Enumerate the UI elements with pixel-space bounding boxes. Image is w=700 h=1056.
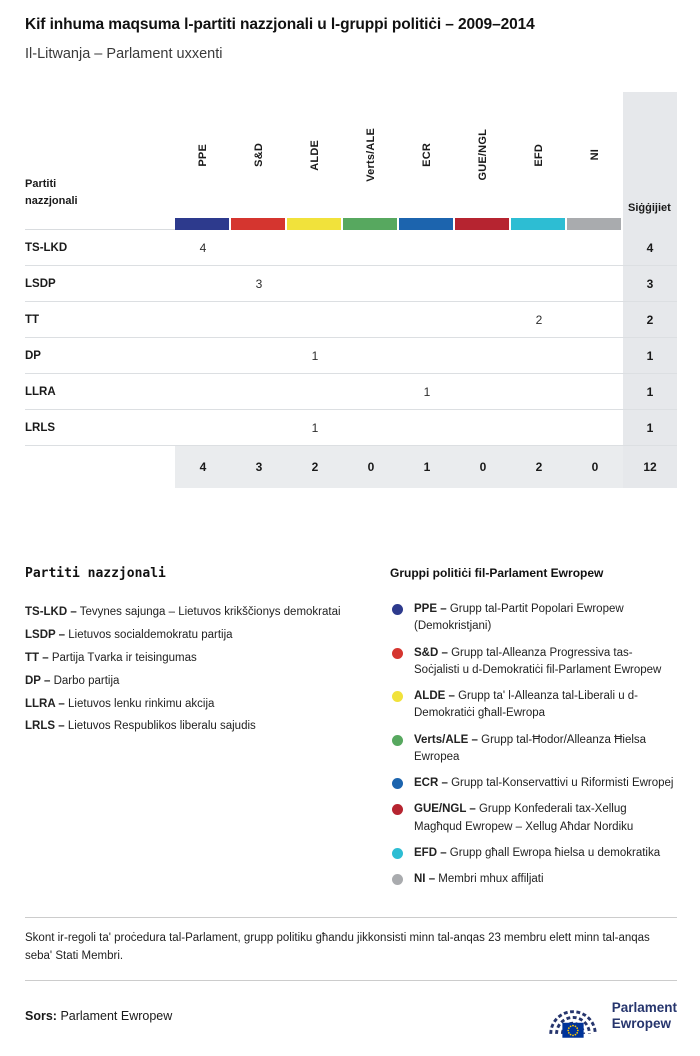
- table-cell: [231, 230, 287, 265]
- table-cell: [287, 374, 343, 409]
- legend-item-ni: NI – Membri mhux affiljati: [390, 871, 677, 888]
- legend-section: [25, 566, 677, 897]
- total-cell: 2: [287, 446, 343, 488]
- ep-logo-text: Parlament Ewropew: [611, 999, 677, 1031]
- row-header-cell: [25, 92, 175, 218]
- table-cell: [455, 410, 511, 445]
- table-cell: 4: [199, 240, 207, 255]
- ep-hemicycle-icon: [544, 993, 602, 1039]
- seats-column-fill: [623, 218, 677, 230]
- ppe-color-bar: [175, 218, 231, 230]
- legend-item-efd: EFD – Grupp għall Ewropa ħielsa u demokratika: [390, 845, 677, 862]
- total-cell: 0: [343, 446, 399, 488]
- legend-item-verts-ale: Verts/ALE – Grupp tal-Ħodor/Alleanza Ħielsa Ewropea: [390, 732, 677, 767]
- political-groups-legend: [390, 566, 677, 897]
- column-header-ppe: PPE: [197, 143, 209, 167]
- table-cell: [399, 266, 455, 301]
- legend-item-alde: ALDE – Grupp ta' l-Alleanza tal-Liberali u d-Demokratiċi għall-Ewropa: [390, 688, 677, 723]
- legend-item: TS-LKD – Tevynes sajunga – Lietuvos krikščionys demokratai: [25, 606, 341, 618]
- table-cell: 1: [311, 420, 319, 435]
- column-header-alde: ALDE: [309, 139, 321, 171]
- seats-cell: 1: [623, 374, 677, 409]
- table-cell: [231, 302, 287, 337]
- total-cell: 0: [567, 446, 623, 488]
- verts-ale-color-bar: [343, 218, 399, 230]
- table-cell: [455, 266, 511, 301]
- seats-cell: 1: [623, 338, 677, 373]
- table-cell: [455, 302, 511, 337]
- table-totals-row: [25, 446, 677, 488]
- european-parliament-logo: [544, 993, 677, 1039]
- page-subtitle: Il-Litwanja – Parlament uxxenti: [25, 46, 223, 62]
- table-cell: 1: [423, 384, 431, 399]
- group-color-bar-row-bottom: [25, 490, 677, 502]
- verts-ale-color-dot: [392, 735, 403, 746]
- table-cell: [399, 230, 455, 265]
- table-cell: [287, 266, 343, 301]
- table-cell: [175, 374, 231, 409]
- total-cell: 1: [399, 446, 455, 488]
- page-title: Kif inhuma maqsuma l-partiti nazzjonali u l-gruppi politiċi – 2009–2014: [25, 16, 535, 33]
- table-cell: [175, 338, 231, 373]
- seats-cell: 2: [623, 302, 677, 337]
- total-cell: 3: [231, 446, 287, 488]
- efd-color-bar: [511, 218, 567, 230]
- table-cell: [343, 338, 399, 373]
- table-cell: [231, 374, 287, 409]
- table-cell: [567, 230, 623, 265]
- legend-item: TT – Partija Tvarka ir teisingumas: [25, 651, 197, 664]
- ecr-color-dot: [392, 778, 403, 789]
- table-cell: [343, 230, 399, 265]
- table-cell: 3: [255, 276, 263, 291]
- table-cell: [511, 410, 567, 445]
- column-header-efd: EFD: [533, 143, 545, 167]
- total-seats-cell: 12: [623, 446, 677, 488]
- table-cell: [231, 338, 287, 373]
- party-label: TT: [25, 313, 40, 326]
- table-cell: [343, 266, 399, 301]
- seats-table: [25, 92, 677, 502]
- column-header-verts-ale: Verts/ALE: [365, 128, 377, 182]
- legend-item: LRLS – Lietuvos Respublikos liberalu sajudis: [25, 720, 256, 733]
- legend-item-ecr: ECR – Grupp tal-Konservattivi u Riformisti Ewropej: [390, 775, 677, 792]
- table-cell: [231, 410, 287, 445]
- column-header-ecr: ECR: [421, 143, 433, 167]
- table-cell: 1: [311, 348, 319, 363]
- table-cell: [511, 374, 567, 409]
- party-label: DP: [25, 349, 41, 362]
- column-header-sd: S&D: [253, 143, 265, 167]
- table-cell: [567, 338, 623, 373]
- page-footer: [25, 993, 677, 1039]
- total-cell: 4: [175, 446, 231, 488]
- party-label: LLRA: [25, 385, 56, 398]
- table-cell: [343, 410, 399, 445]
- political-groups-legend-title: Gruppi politiċi fil-Parlament Ewropew: [390, 566, 604, 580]
- ni-color-dot: [392, 874, 403, 885]
- totals-row-spacer: [25, 446, 175, 488]
- color-bar-corner: [25, 218, 175, 230]
- table-cell: [399, 410, 455, 445]
- national-parties-legend-title: Partiti nazzjonali: [25, 566, 166, 581]
- ni-color-bar: [567, 218, 623, 230]
- party-label: LRLS: [25, 421, 56, 434]
- legend-item: LSDP – Lietuvos socialdemokratu partija: [25, 628, 233, 641]
- table-header-row: [25, 92, 677, 218]
- table-row-lsdp: [25, 266, 677, 302]
- total-cell: 0: [455, 446, 511, 488]
- table-cell: [175, 410, 231, 445]
- alde-color-bar: [287, 218, 343, 230]
- table-cell: [567, 302, 623, 337]
- seats-cell: 4: [623, 230, 677, 265]
- table-cell: [511, 230, 567, 265]
- legend-item-ppe: PPE – Grupp tal-Partit Popolari Ewropew (Demokristjani): [390, 601, 677, 636]
- table-cell: [567, 410, 623, 445]
- sd-color-dot: [392, 648, 403, 659]
- table-cell: [287, 302, 343, 337]
- table-cell: 2: [535, 312, 543, 327]
- group-color-bar-row-top: [25, 218, 677, 230]
- source-line: [25, 1009, 172, 1023]
- procedural-footnote: Skont ir-regoli ta' proċedura tal-Parlament, grupp politiku għandu jikkonsisti minn tal-anqas 23 membru elett minn tal-anqas seba' Stati Membri.: [25, 917, 677, 981]
- table-cell: [455, 374, 511, 409]
- table-cell: [343, 302, 399, 337]
- table-cell: [511, 266, 567, 301]
- table-cell: [511, 338, 567, 373]
- legend-item: LLRA – Lietuvos lenku rinkimu akcija: [25, 697, 215, 710]
- column-header-ni: NI: [589, 149, 601, 161]
- legend-item-gue-ngl: GUE/NGL – Grupp Konfederali tax-Xellug Magħqud Ewropew – Xellug Aħdar Nordiku: [390, 801, 677, 836]
- party-label: TS-LKD: [25, 241, 68, 254]
- source-value: Parlament Ewropew: [60, 1008, 173, 1023]
- table-cell: [567, 374, 623, 409]
- table-cell: [567, 266, 623, 301]
- table-cell: [455, 230, 511, 265]
- table-cell: [175, 302, 231, 337]
- national-parties-legend: [25, 566, 390, 897]
- row-header-label: Partiti nazzjonali: [25, 177, 78, 207]
- table-cell: [287, 230, 343, 265]
- gue-ngl-color-dot: [392, 804, 403, 815]
- table-cell: [399, 338, 455, 373]
- table-row-dp: [25, 338, 677, 374]
- seats-cell: 1: [623, 410, 677, 445]
- alde-color-dot: [392, 691, 403, 702]
- seats-cell: 3: [623, 266, 677, 301]
- table-row-lrls: [25, 410, 677, 446]
- gue-ngl-color-bar: [455, 218, 511, 230]
- seats-column-header: Siġġijiet: [623, 92, 677, 218]
- legend-item-sd: S&D – Grupp tal-Alleanza Progressiva tas-Soċjalisti u d-Demokratiċi fil-Parlament Ewropew: [390, 645, 677, 680]
- column-header-gue-ngl: GUE/NGL: [477, 129, 489, 181]
- efd-color-dot: [392, 848, 403, 859]
- table-cell: [455, 338, 511, 373]
- legend-item: DP – Darbo partija: [25, 674, 120, 687]
- total-cell: 2: [511, 446, 567, 488]
- table-cell: [399, 302, 455, 337]
- table-cell: [343, 374, 399, 409]
- table-cell: [175, 266, 231, 301]
- ppe-color-dot: [392, 604, 403, 615]
- table-row-llra: [25, 374, 677, 410]
- source-label: Sors:: [25, 1008, 57, 1023]
- party-label: LSDP: [25, 277, 56, 290]
- table-row-tt: [25, 302, 677, 338]
- table-row-ts-lkd: [25, 230, 677, 266]
- ecr-color-bar: [399, 218, 455, 230]
- sd-color-bar: [231, 218, 287, 230]
